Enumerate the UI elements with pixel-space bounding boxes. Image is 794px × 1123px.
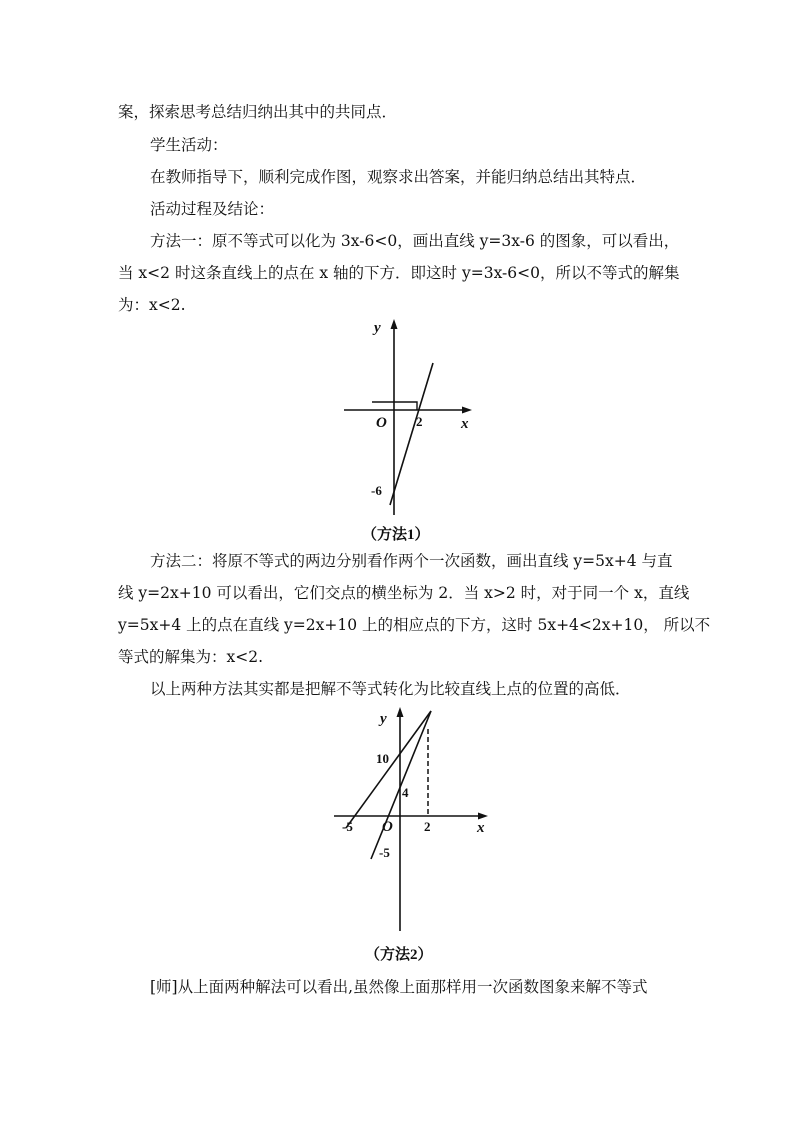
figure2-caption: （方法2） xyxy=(365,947,433,963)
paragraph-method2-line4: 等式的解集为：x<2. xyxy=(118,648,264,666)
y-axis-label: y xyxy=(374,320,381,336)
x-axis-arrow xyxy=(478,813,488,820)
paragraph-method1-line3: 为：x<2. xyxy=(118,296,186,314)
line-y-3x-6 xyxy=(390,363,433,505)
line-y-2x+10 xyxy=(346,711,431,828)
y-tick-neg5: -5 xyxy=(379,845,390,860)
y-axis-arrow xyxy=(391,319,398,329)
y-tick-4: 4 xyxy=(402,785,409,800)
paragraph-method1-line1: 方法一：原不等式可以化为 3x-6<0，画出直线 y=3x-6 的图象，可以看出， xyxy=(150,232,680,250)
paragraph-process-heading: 活动过程及结论： xyxy=(150,200,275,218)
figure-method1 xyxy=(330,315,480,525)
paragraph-summary: 以上两种方法其实都是把解不等式转化为比较直线上点的位置的高低． xyxy=(150,680,631,698)
x-tick-2: 2 xyxy=(416,414,423,429)
y-tick-neg6: -6 xyxy=(371,483,382,498)
paragraph-student-activity: 学生活动： xyxy=(150,136,228,154)
paragraph-method2-line2: 线 y=2x+10 可以看出，它们交点的横坐标为 2．当 x>2 时，对于同一个 x，直线 xyxy=(118,584,690,602)
x-axis-label: x xyxy=(461,416,469,432)
paragraph-teacher-remark: [师]从上面两种解法可以看出,虽然像上面那样用一次函数图象来解不等式 xyxy=(150,978,648,996)
origin-label: O xyxy=(382,819,393,835)
y-axis-label: y xyxy=(380,711,387,727)
figure-method2 xyxy=(330,705,500,937)
figure1-caption: （方法1） xyxy=(362,527,430,543)
x-axis-label: x xyxy=(477,820,485,836)
y-tick-10: 10 xyxy=(376,751,389,766)
paragraph-method2-line3: y=5x+4 上的点在直线 y=2x+10 上的相应点的下方，这时 5x+4<2x+10， 所以不 xyxy=(118,616,711,634)
paragraph-method2-line1: 方法二：将原不等式的两边分别看作两个一次函数，画出直线 y=5x+4 与直 xyxy=(150,552,673,570)
paragraph-teacher-guidance: 在教师指导下，顺利完成作图，观察求出答案，并能归纳总结出其特点． xyxy=(150,168,647,186)
x-tick-neg5: -5 xyxy=(342,819,353,834)
y-axis-arrow xyxy=(397,707,404,717)
line-y-5x+4 xyxy=(371,711,431,859)
paragraph-1: 案，探索思考总结归纳出其中的共同点． xyxy=(118,103,398,121)
x-axis-arrow xyxy=(462,407,472,414)
paragraph-method1-line2: 当 x<2 时这条直线上的点在 x 轴的下方．即这时 y=3x-6<0，所以不等式的解集 xyxy=(118,264,680,282)
origin-label: O xyxy=(376,415,387,431)
x-tick-2: 2 xyxy=(424,819,431,834)
